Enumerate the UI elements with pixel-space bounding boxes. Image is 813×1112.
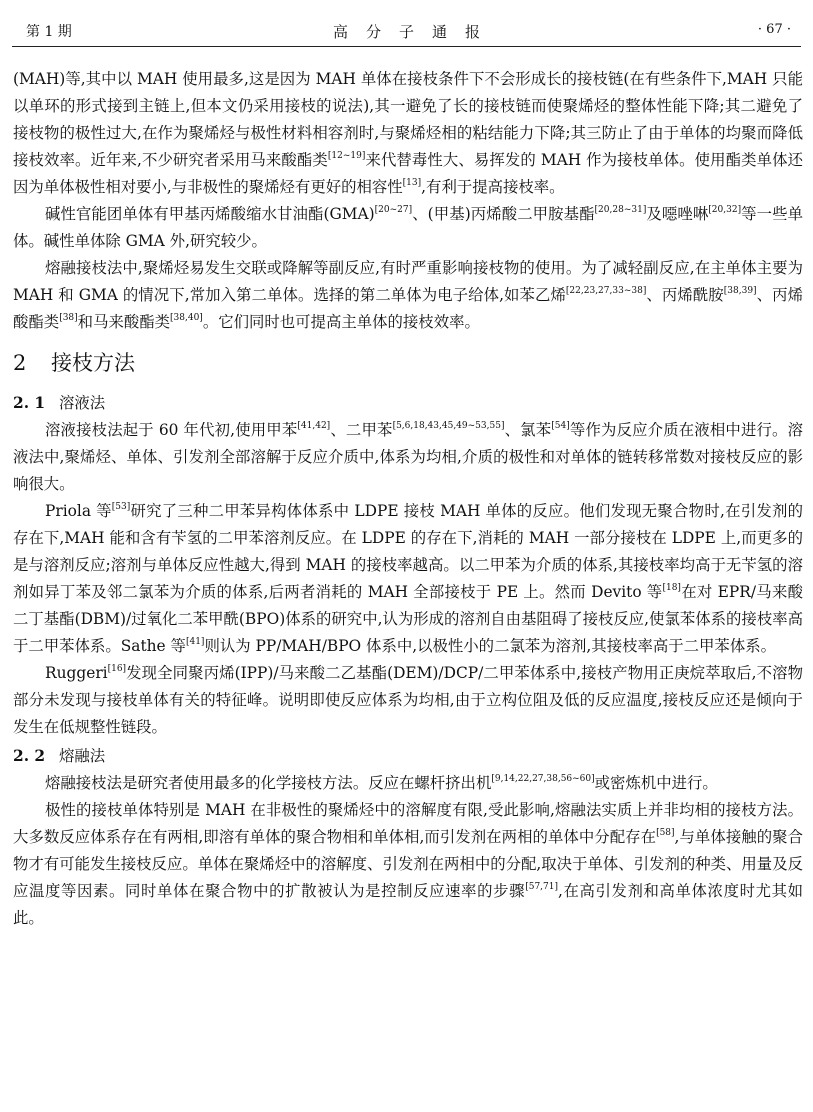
article-body bbox=[13, 66, 803, 932]
subsection-heading-solution bbox=[13, 390, 803, 417]
citation: [9,14,22,27,38,56~60] bbox=[491, 774, 595, 784]
text: (MAH)等,其中以 MAH 使用最多,这是因为 MAH 单体在接枝条件下不会形成长的接枝链(在有些条件下,MAH 只能以单环的形式接到主链上,但本文仍采用接枝的说法),其一避免了长的接枝链而使聚烯烃的整体性能下降;其二避免了接枝物的极性过大,在作为聚烯烃与极性材料相容剂时,与聚烯烃相的粘结能力下降;其三防止了由于单体的均聚而降低接枝效率。近年来,不少研究者采用马来酸酯类 bbox=[13, 70, 803, 169]
text: 极性的接枝单体特别是 MAH 在非极性的聚烯烃中的溶解度有限,受此影响,熔融法实质上并非均相的接枝方法。大多数反应体系存在有两相,即溶有单体的聚合物相和单体相,而引发剂在两相的单体中分配存在 bbox=[13, 801, 803, 846]
page-header bbox=[12, 18, 801, 44]
paragraph-mah-monomer bbox=[13, 66, 803, 201]
section-title: 接枝方法 bbox=[51, 351, 135, 375]
text: 来代替毒性大、易挥发的 MAH 作为接枝单体。使用酯类单体还因为单体极性相对要小,与非极性的聚烯烃有更好的相容性 bbox=[13, 151, 803, 196]
text: 发现全同聚丙烯(IPP)/马来酸二乙基酯(DEM)/DCP/二甲苯体系中,接枝产物用正庚烷萃取后,不溶物部分未发现与接枝单体有关的特征峰。说明即使反应体系为均相,由于立构位阻及低的反应温度,接枝反应还是倾向于发生在低规整性链段。 bbox=[13, 664, 803, 736]
text: Ruggeri bbox=[45, 664, 108, 682]
text: 研究了三种二甲苯异构体体系中 LDPE 接枝 MAH 单体的反应。他们发现无聚合物时,在引发剂的存在下,MAH 能和含有苄氢的二甲苯溶剂反应。在 LDPE 的存在下,消耗的 MAH 一部分接枝在 LDPE 上,而更多的是与溶剂反应;溶剂与单体反应性越大,得到 MAH 的接枝率越高。以二甲苯为介质的体系,其接枝率均高于无苄氢的溶剂如异丁苯及邻二氯苯为介质的体系,后两者消耗的 MAH 全部接枝于 PE 上。然而 Devito 等 bbox=[13, 502, 803, 601]
citation: [38,39] bbox=[723, 286, 757, 296]
paragraph-second-monomer bbox=[13, 255, 803, 336]
text: 。它们同时也可提高主单体的接枝效率。 bbox=[202, 313, 480, 331]
citation: [57,71] bbox=[525, 882, 558, 892]
citation: [13] bbox=[402, 178, 422, 188]
text: 、氯苯 bbox=[504, 421, 552, 439]
citation: [20,32] bbox=[708, 205, 742, 215]
issue-number: 第 1 期 bbox=[26, 24, 72, 40]
text: 、丙烯酸酯类 bbox=[13, 286, 803, 331]
citation: [58] bbox=[656, 828, 675, 838]
citation: [38,40] bbox=[170, 313, 203, 323]
page-number: · 67 · bbox=[757, 22, 791, 37]
text: 及噁唑啉 bbox=[646, 205, 709, 223]
citation: [54] bbox=[551, 421, 570, 431]
citation: [22,23,27,33~38] bbox=[565, 286, 647, 296]
subsection-title: 溶液法 bbox=[59, 394, 106, 412]
text: 熔融接枝法中,聚烯烃易发生交联或降解等副反应,有时严重影响接枝物的使用。为了减轻副反应,在主单体主要为 MAH 和 GMA 的情况下,常加入第二单体。选择的第二单体为电子给体,如苯乙烯 bbox=[13, 259, 803, 304]
citation: [12~19] bbox=[327, 151, 366, 161]
citation: [18] bbox=[662, 583, 681, 593]
citation: [38] bbox=[59, 313, 78, 323]
paragraph-melt-grafting bbox=[13, 770, 803, 797]
text: 等作为反应介质在液相中进行。溶液法中,聚烯烃、单体、引发剂全部溶解于反应介质中,体系为均相,介质的极性和对单体的链转移常数对接枝反应的影响很大。 bbox=[13, 421, 803, 493]
text: 和马来酸酯类 bbox=[77, 313, 171, 331]
subsection-heading-melt bbox=[13, 743, 803, 770]
journal-title: 高分子通报 bbox=[332, 23, 498, 41]
text: 、二甲苯 bbox=[330, 421, 393, 439]
citation: [41] bbox=[185, 637, 205, 647]
text: 则认为 PP/MAH/BPO 体系中,以极性小的二氯苯为溶剂,其接枝率高于二甲苯体系。 bbox=[204, 637, 776, 655]
paragraph-solution-grafting bbox=[13, 417, 803, 498]
text: 、丙烯酰胺 bbox=[646, 286, 724, 304]
text: 、(甲基)丙烯酸二甲胺基酯 bbox=[412, 205, 595, 223]
citation: [16] bbox=[107, 664, 127, 674]
text: 碱性官能团单体有甲基丙烯酸缩水甘油酯(GMA) bbox=[45, 205, 375, 223]
paragraph-basic-monomers bbox=[13, 201, 803, 255]
text: ,有利于提高接枝率。 bbox=[421, 178, 565, 196]
text: ,与单体接触的聚合物才有可能发生接枝反应。单体在聚烯烃中的溶解度、引发剂在两相中的分配,取决于单体、引发剂的种类、用量及反应温度等因素。同时单体在聚合物中的扩散被认为是控制反应速率的步骤 bbox=[13, 828, 803, 900]
text: 等一些单体。碱性单体除 GMA 外,研究较少。 bbox=[13, 205, 803, 250]
citation: [5,6,18,43,45,49~53,55] bbox=[392, 421, 505, 431]
text: ,在高引发剂和高单体浓度时尤其如此。 bbox=[13, 882, 803, 927]
subsection-title: 熔融法 bbox=[59, 747, 106, 765]
text: 溶液接枝法起于 60 年代初,使用甲苯 bbox=[45, 421, 298, 439]
paragraph-melt-phases bbox=[13, 797, 803, 932]
section-heading bbox=[13, 346, 803, 380]
text: 在对 EPR/马来酸二丁基酯(DBM)/过氧化二苯甲酰(BPO)体系的研究中,认为形成的溶剂自由基阻碍了接枝反应,使氯苯体系的接枝率高于二甲苯体系。Sathe 等 bbox=[13, 583, 803, 655]
citation: [53] bbox=[111, 502, 131, 512]
paragraph-priola-study bbox=[13, 498, 803, 660]
text: 熔融接枝法是研究者使用最多的化学接枝方法。反应在螺杆挤出机 bbox=[45, 774, 492, 792]
subsection-number: 2. 1 bbox=[13, 394, 46, 412]
citation: [20,28~31] bbox=[594, 205, 647, 215]
citation: [41,42] bbox=[297, 421, 331, 431]
paragraph-ruggeri-study bbox=[13, 660, 803, 741]
text: 或密炼机中进行。 bbox=[594, 774, 718, 792]
text: Priola 等 bbox=[45, 502, 112, 520]
header-rule bbox=[12, 46, 801, 47]
subsection-number: 2. 2 bbox=[13, 747, 46, 765]
section-number: 2 bbox=[13, 351, 27, 375]
citation: [20~27] bbox=[374, 205, 413, 215]
